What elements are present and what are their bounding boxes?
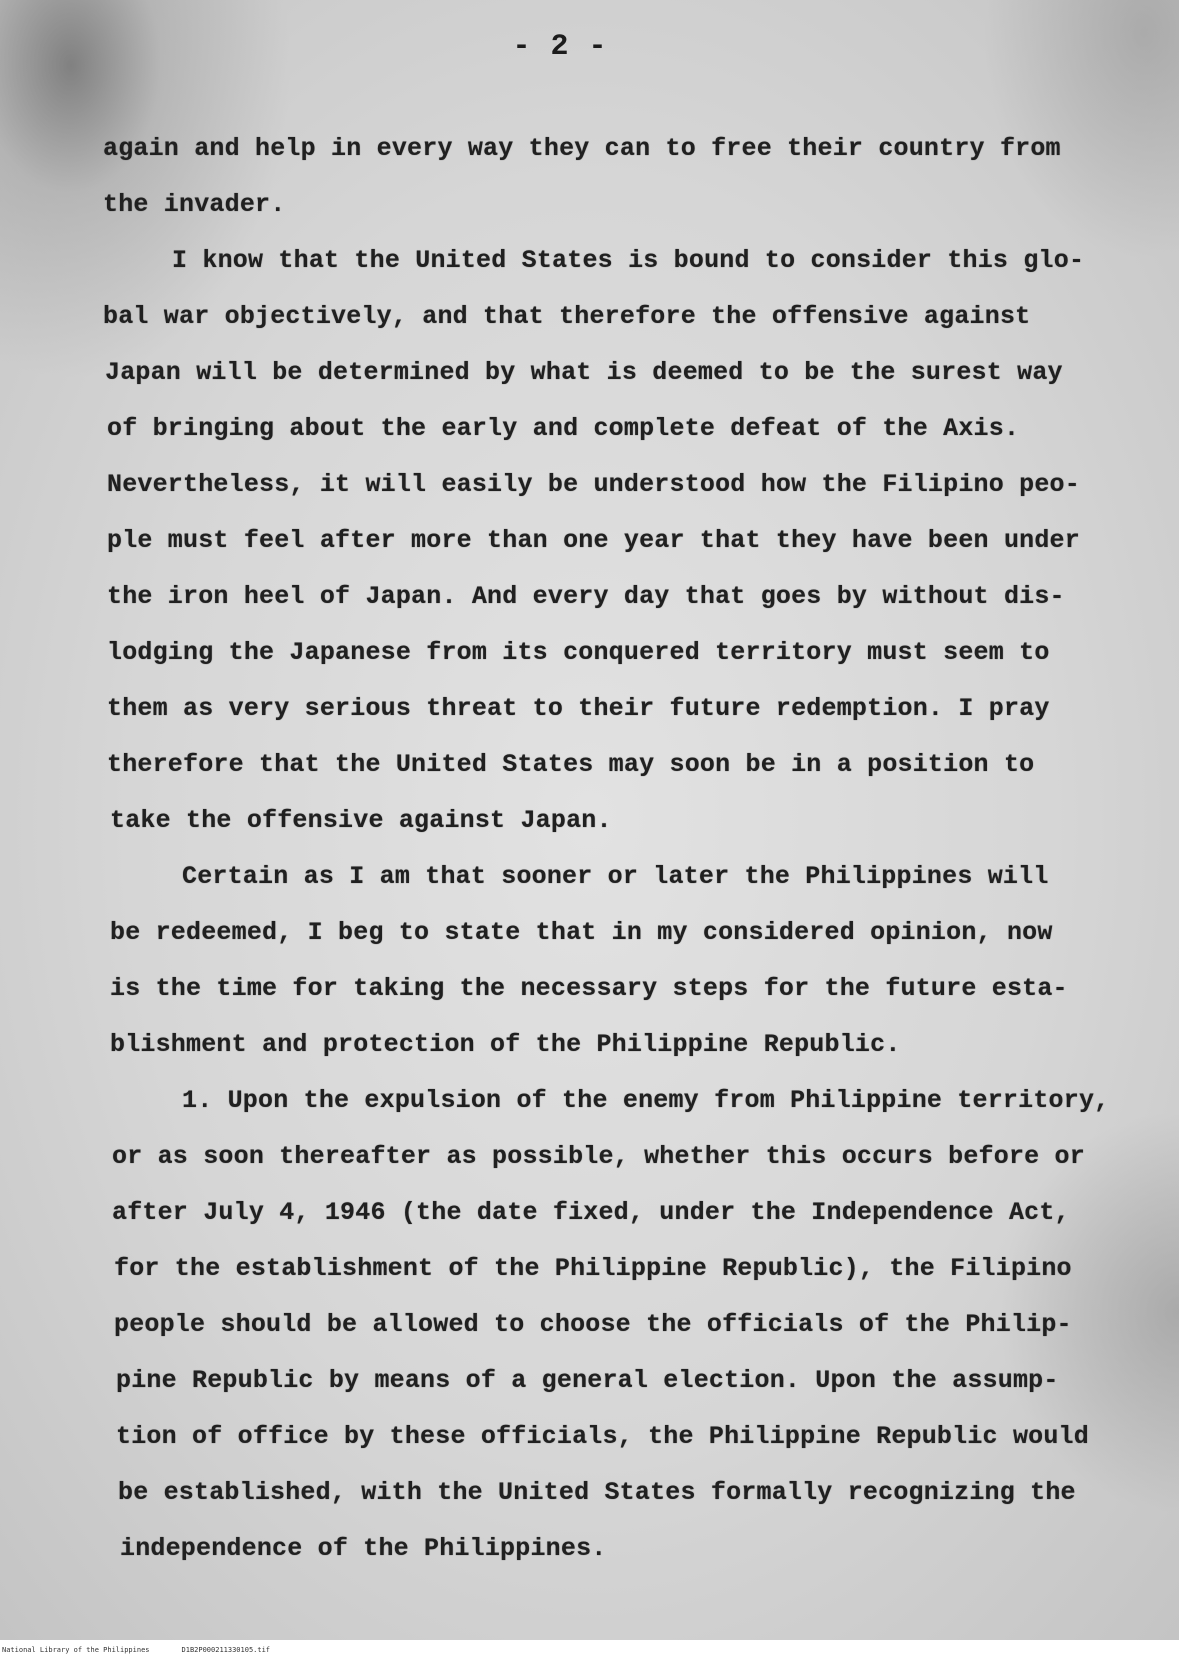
- footer-file-id: D1B2P000211330105.tif: [181, 1646, 271, 1654]
- text-line: again and help in every way they can to free their country from: [103, 134, 1061, 163]
- text-line: be redeemed, I beg to state that in my considered opinion, now: [110, 918, 1053, 947]
- text-line: take the offensive against Japan.: [110, 806, 612, 835]
- text-line: them as very serious threat to their future redemption. I pray: [107, 694, 1050, 723]
- text-line: for the establishment of the Philippine Republic), the Filipino: [114, 1254, 1072, 1283]
- text-line: is the time for taking the necessary steps for the future esta-: [110, 974, 1068, 1003]
- text-line: I know that the United States is bound to consider this glo-: [172, 246, 1085, 275]
- scan-footer: [0, 1643, 1179, 1658]
- text-line: bal war objectively, and that therefore the offensive against: [103, 302, 1031, 331]
- text-line: ple must feel after more than one year that they have been under: [107, 526, 1080, 555]
- text-line: the iron heel of Japan. And every day that goes by without dis-: [107, 582, 1065, 611]
- text-line: the invader.: [103, 190, 286, 219]
- text-line: after July 4, 1946 (the date fixed, under the Independence Act,: [112, 1198, 1070, 1227]
- text-line: blishment and protection of the Philippine Republic.: [110, 1030, 901, 1059]
- text-line: independence of the Philippines.: [120, 1534, 607, 1563]
- text-line: Nevertheless, it will easily be understood how the Filipino peo-: [107, 470, 1080, 499]
- text-line: lodging the Japanese from its conquered territory must seem to: [107, 638, 1050, 667]
- text-line: Japan will be determined by what is deemed to be the surest way: [105, 358, 1063, 387]
- text-line: therefore that the United States may soon be in a position to: [107, 750, 1035, 779]
- text-line: pine Republic by means of a general election. Upon the assump-: [116, 1366, 1059, 1395]
- text-line: 1. Upon the expulsion of the enemy from Philippine territory,: [182, 1086, 1110, 1115]
- text-line: people should be allowed to choose the officials of the Philip-: [114, 1310, 1072, 1339]
- page-number: - 2 -: [512, 30, 608, 64]
- text-line: tion of office by these officials, the Philippine Republic would: [116, 1422, 1089, 1451]
- text-line: of bringing about the early and complete defeat of the Axis.: [107, 414, 1020, 443]
- footer-institution: National Library of the Philippines: [2, 1646, 150, 1654]
- text-line: be established, with the United States formally recognizing the: [118, 1478, 1076, 1507]
- text-line: or as soon thereafter as possible, whether this occurs before or: [112, 1142, 1085, 1171]
- text-line: Certain as I am that sooner or later the Philippines will: [182, 862, 1049, 891]
